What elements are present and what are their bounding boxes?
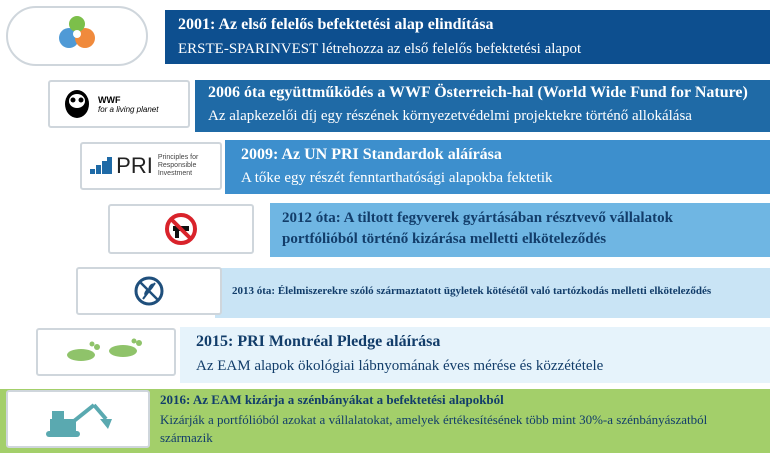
milestone-desc-2006: Az alapkezelői díj egy részének környezetvédelmi projektekre történő allokálása xyxy=(208,108,692,124)
footprint-icon xyxy=(61,337,151,367)
logo-weapons-ban xyxy=(108,204,254,254)
milestone-desc-2001: ERSTE-SPARINVEST létrehozza az első felelős befektetési alapot xyxy=(178,41,582,57)
logo-pri xyxy=(80,142,222,190)
logo-footprint xyxy=(36,328,176,376)
milestone-title-2015: 2015: PRI Montréal Pledge aláírása xyxy=(196,333,441,350)
wwf-tagline: for a living planet xyxy=(98,104,159,114)
milestone-title-2016: 2016: Az EAM kizárja a szénbányákat a befektetési alapokból xyxy=(160,392,504,407)
milestone-desc-2016: Kizárják a portfólióból azokat a vállalatokat, amelyek értékesítésének több mint 30%-a szénbányászatból származik xyxy=(160,412,708,445)
panda-icon xyxy=(62,87,92,121)
milestone-desc-2009: A tőke egy részét fenntarthatósági alapokba fektetik xyxy=(241,170,553,186)
wwf-name: WWF xyxy=(98,94,121,105)
pri-sub: Principles for Responsible Investment xyxy=(157,154,199,177)
erste-leaf-icon xyxy=(47,12,107,60)
no-weapons-icon xyxy=(164,212,198,246)
no-wheat-icon xyxy=(133,275,165,307)
milestone-desc-2015: Az EAM alapok ökológiai lábnyomának éves mérése és közzététele xyxy=(196,358,604,374)
logo-wwf xyxy=(48,80,190,128)
pri-name: PRI xyxy=(116,153,153,178)
excavator-icon xyxy=(40,397,116,441)
milestone-title-2013: 2013 óta: Élelmiszerekre szóló származtatott ügyletek kötésétől való tartózkodás melletti elköteleződés xyxy=(232,285,712,297)
logo-food-derivatives xyxy=(76,267,222,315)
milestone-title-2006: 2006 óta együttműködés a WWF Österreich-hal (World Wide Fund for Nature) xyxy=(208,84,748,101)
milestone-title-2012: 2012 óta: A tiltott fegyverek gyártásában résztvevő vállalatok portfólióból történő kizárása melletti elköteleződés xyxy=(282,210,673,247)
pri-squares-icon xyxy=(90,155,112,177)
milestone-title-2009: 2009: Az UN PRI Standardok aláírása xyxy=(241,146,502,163)
logo-excavator xyxy=(6,390,150,448)
milestone-title-2001: 2001: Az első felelős befektetési alap elindítása xyxy=(178,16,494,33)
logo-erste-sparinvest xyxy=(6,6,148,66)
